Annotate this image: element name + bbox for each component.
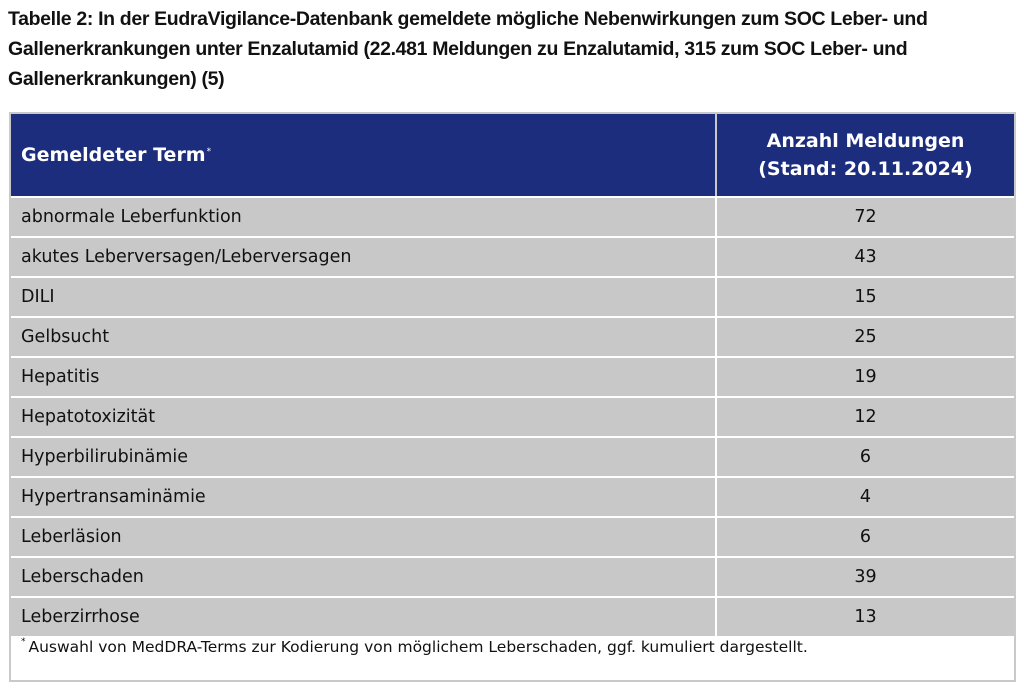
table-footnote	[21, 638, 808, 656]
table-row	[11, 318, 1014, 356]
header-term-label: Gemeldeter Term	[21, 144, 206, 166]
term-cell: Leberläsion	[11, 518, 717, 556]
count-cell: 6	[717, 518, 1014, 556]
header-count-line1: Anzahl Meldungen	[766, 130, 965, 152]
count-cell: 39	[717, 558, 1014, 596]
header-count-line2: (Stand: 20.11.2024)	[758, 158, 973, 180]
table-row	[11, 198, 1014, 236]
count-cell: 15	[717, 278, 1014, 316]
term-cell: Hyperbilirubinämie	[11, 438, 717, 476]
header-count	[717, 114, 1014, 196]
term-cell: Hepatotoxizität	[11, 398, 717, 436]
table-row	[11, 558, 1014, 596]
term-cell: DILI	[11, 278, 717, 316]
table-row	[11, 358, 1014, 396]
count-cell: 43	[717, 238, 1014, 276]
count-cell: 72	[717, 198, 1014, 236]
count-cell: 4	[717, 478, 1014, 516]
count-cell: 13	[717, 598, 1014, 636]
table-row	[11, 438, 1014, 476]
table-row	[11, 598, 1014, 636]
term-cell: Leberzirrhose	[11, 598, 717, 636]
table-caption: Tabelle 2: In der EudraVigilance-Datenbank gemeldete mögliche Nebenwirkungen zum SOC Leber- und Gallenerkrankungen unter Enzalutamid (22.481 Meldungen zu Enzalutamid, 315 zum SOC Leber- und Gallenerkrankungen) (5)	[8, 8, 928, 90]
term-cell: Hypertransaminämie	[11, 478, 717, 516]
table-body	[11, 198, 1014, 638]
term-cell: Hepatitis	[11, 358, 717, 396]
count-cell: 19	[717, 358, 1014, 396]
table-row	[11, 518, 1014, 556]
table-row	[11, 398, 1014, 436]
header-term	[11, 114, 717, 196]
term-cell: akutes Leberversagen/Leberversagen	[11, 238, 717, 276]
adverse-events-table	[9, 112, 1016, 682]
table-row	[11, 478, 1014, 516]
table-header-row	[11, 114, 1014, 196]
table-row	[11, 238, 1014, 276]
footnote-text: Auswahl von MedDRA-Terms zur Kodierung von möglichem Leberschaden, ggf. kumuliert dargestellt.	[28, 638, 808, 656]
term-cell: abnormale Leberfunktion	[11, 198, 717, 236]
count-cell: 6	[717, 438, 1014, 476]
table-row	[11, 278, 1014, 316]
footnote-marker: *	[21, 636, 26, 647]
term-cell: Gelbsucht	[11, 318, 717, 356]
count-cell: 25	[717, 318, 1014, 356]
count-cell: 12	[717, 398, 1014, 436]
header-term-footnote-marker: *	[206, 147, 212, 157]
term-cell: Leberschaden	[11, 558, 717, 596]
